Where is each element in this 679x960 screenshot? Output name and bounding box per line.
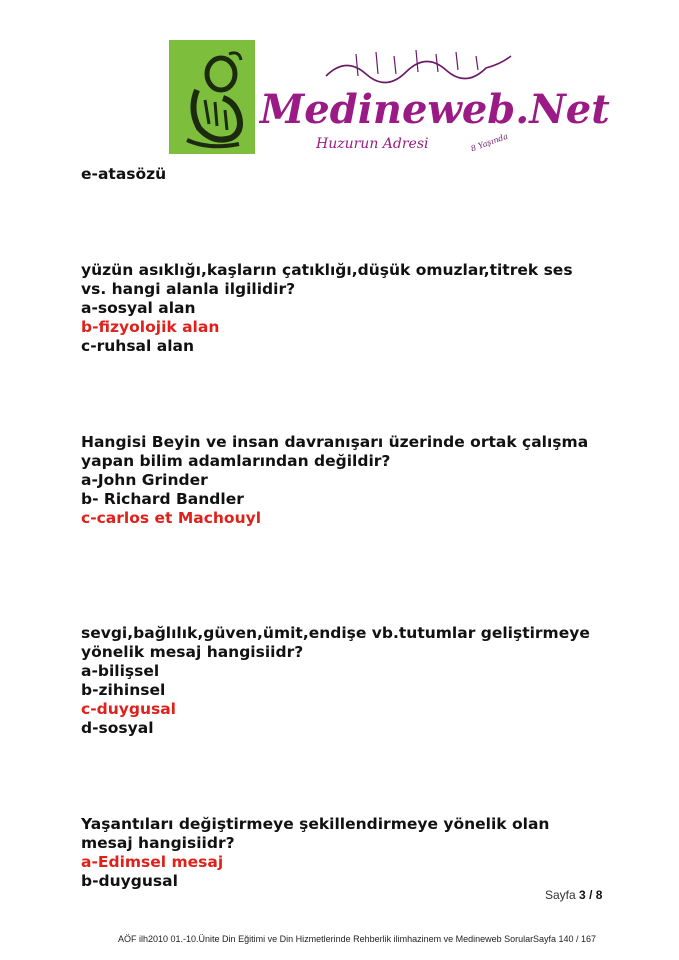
brand-age: 8 Yaşında — [469, 131, 510, 154]
correct-option: a-Edimsel mesaj — [81, 853, 224, 871]
option: b- Richard Bandler — [81, 490, 244, 508]
question-block — [81, 624, 641, 738]
option: c-ruhsal alan — [81, 337, 194, 355]
question-block — [81, 433, 641, 528]
question-text: vs. hangi alanla ilgilidir? — [81, 280, 296, 298]
option: a-bilişsel — [81, 662, 160, 680]
page-total: 8 — [595, 888, 603, 902]
correct-option: c-carlos et Machouyl — [81, 509, 262, 527]
page-label: Sayfa — [545, 888, 576, 902]
page-separator: / — [589, 888, 593, 902]
question-block — [81, 815, 641, 891]
question-text: Hangisi Beyin ve insan davranışarı üzerinde ortak çalışma — [81, 433, 589, 451]
calligraphy-logo — [169, 40, 255, 154]
brand-tagline: Huzurun Adresi — [316, 136, 429, 152]
correct-option: c-duygusal — [81, 700, 176, 718]
basmala-calligraphy-icon — [316, 46, 516, 86]
footer-text: AÖF ilh2010 01.-10.Ünite Din Eğitimi ve Din Hizmetlerinde Rehberlik ilimhazinem ve Medineweb Sorular — [118, 934, 534, 944]
question-text: yüzün asıklığı,kaşların çatıklığı,düşük omuzlar,titrek ses — [81, 261, 573, 279]
correct-option: b-fizyolojik alan — [81, 318, 220, 336]
question-text: Yaşantıları değiştirmeye şekillendirmeye yönelik olan — [81, 815, 550, 833]
brand-name: Medineweb.Net — [260, 86, 610, 133]
option: a-sosyal alan — [81, 299, 196, 317]
footer-page: Sayfa 140 / 167 — [533, 934, 597, 944]
option: b-zihinsel — [81, 681, 166, 699]
page-number — [545, 888, 602, 902]
question-block — [81, 261, 641, 356]
question-text: mesaj hangisiidr? — [81, 834, 235, 852]
question-text: yapan bilim adamlarından değildir? — [81, 452, 391, 470]
question-text: yönelik mesaj hangisiidr? — [81, 643, 304, 661]
option: d-sosyal — [81, 719, 154, 737]
prev-answer: e-atasözü — [81, 165, 167, 183]
option: a-John Grinder — [81, 471, 208, 489]
page-current: 3 — [579, 888, 586, 902]
brand-header — [256, 40, 610, 154]
question-list — [81, 165, 641, 891]
option: b-duygusal — [81, 872, 178, 890]
question-text: sevgi,bağlılık,güven,ümit,endişe vb.tutumlar geliştirmeye — [81, 624, 590, 642]
